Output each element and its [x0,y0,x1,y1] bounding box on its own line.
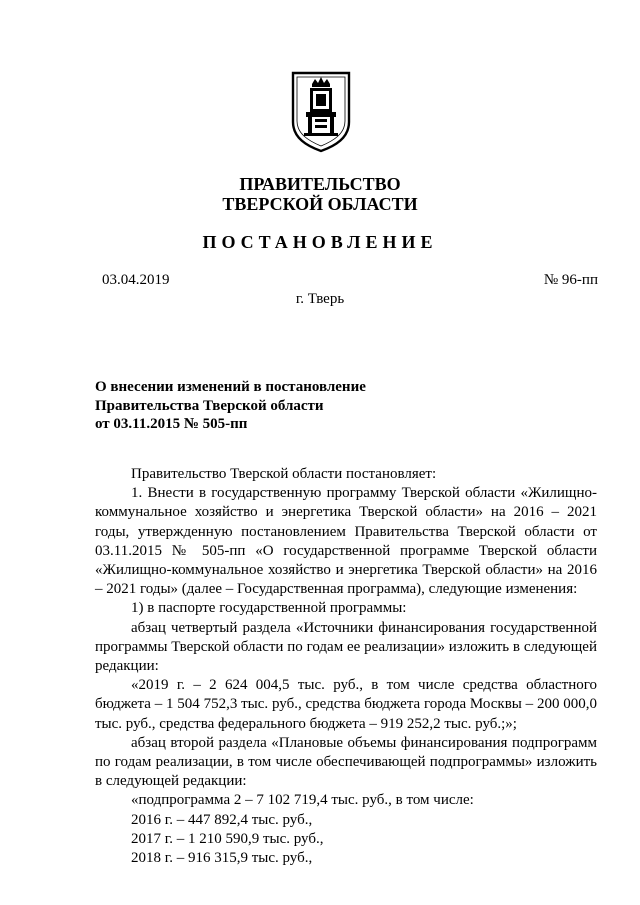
body-paragraph: 1) в паспорте государственной программы: [131,600,407,617]
subject-line: О внесении изменений в постановление [95,379,366,395]
document-body [95,465,597,868]
body-paragraph: 2017 г. – 1 210 590,9 тыс. руб., [131,830,324,847]
body-paragraph: 2018 г. – 916 315,9 тыс. руб., [131,850,313,867]
document-number: № 96-пп [543,272,598,288]
body-paragraph: «подпрограмма 2 – 7 102 719,4 тыс. руб., в том числе: [131,792,474,809]
body-paragraph: «2019 г. – 2 624 004,5 тыс. руб., в том числе средства областного бюджета – 1 504 752,3 тыс. руб., средства бюджета города Москвы – 200 000,0 тыс. руб., средства федерального бюджета – 919 252,2 тыс. руб.;»; [95,677,597,732]
document-date: 03.04.2019 [102,272,170,288]
org-name-line1: ПРАВИТЕЛЬСТВО [239,174,401,194]
body-paragraph: 1. Внести в государственную программу Тверской области «Жилищно-коммунальное хозяйство и энергетика Тверской области» на 2016 – 2021 годы, утвержденную постановлением Правительства Тверской области от 03.11.2015 № 505-пп «О государственной программе Тверской области «Жилищно-коммунальное хозяйство и энергетика Тверской области» на 2016 – 2021 годы» (далее – Государственная программа), следующие изменения: [95,485,597,598]
subject-line: от 03.11.2015 № 505-пп [95,416,248,432]
subject-line: Правительства Тверской области [95,397,324,414]
document-city: г. Тверь [295,291,345,307]
body-paragraph: Правительство Тверской области постановляет: [131,466,437,482]
body-paragraph: абзац четвертый раздела «Источники финансирования государственной программы Тверской области по годам ее реализации» изложить в следующей редакции: [95,619,597,675]
coat-of-arms-icon [290,70,352,154]
document-type: ПОСТАНОВЛЕНИЕ [202,232,438,252]
document-subject [95,378,366,434]
org-name-line2: ТВЕРСКОЙ ОБЛАСТИ [222,194,418,214]
body-paragraph: 2016 г. – 447 892,4 тыс. руб., [131,811,313,828]
body-paragraph: абзац второй раздела «Плановые объемы финансирования подпрограмм по годам реализации, в том числе обеспечивающей подпрограммы» изложить в следующей редакции: [95,734,597,790]
